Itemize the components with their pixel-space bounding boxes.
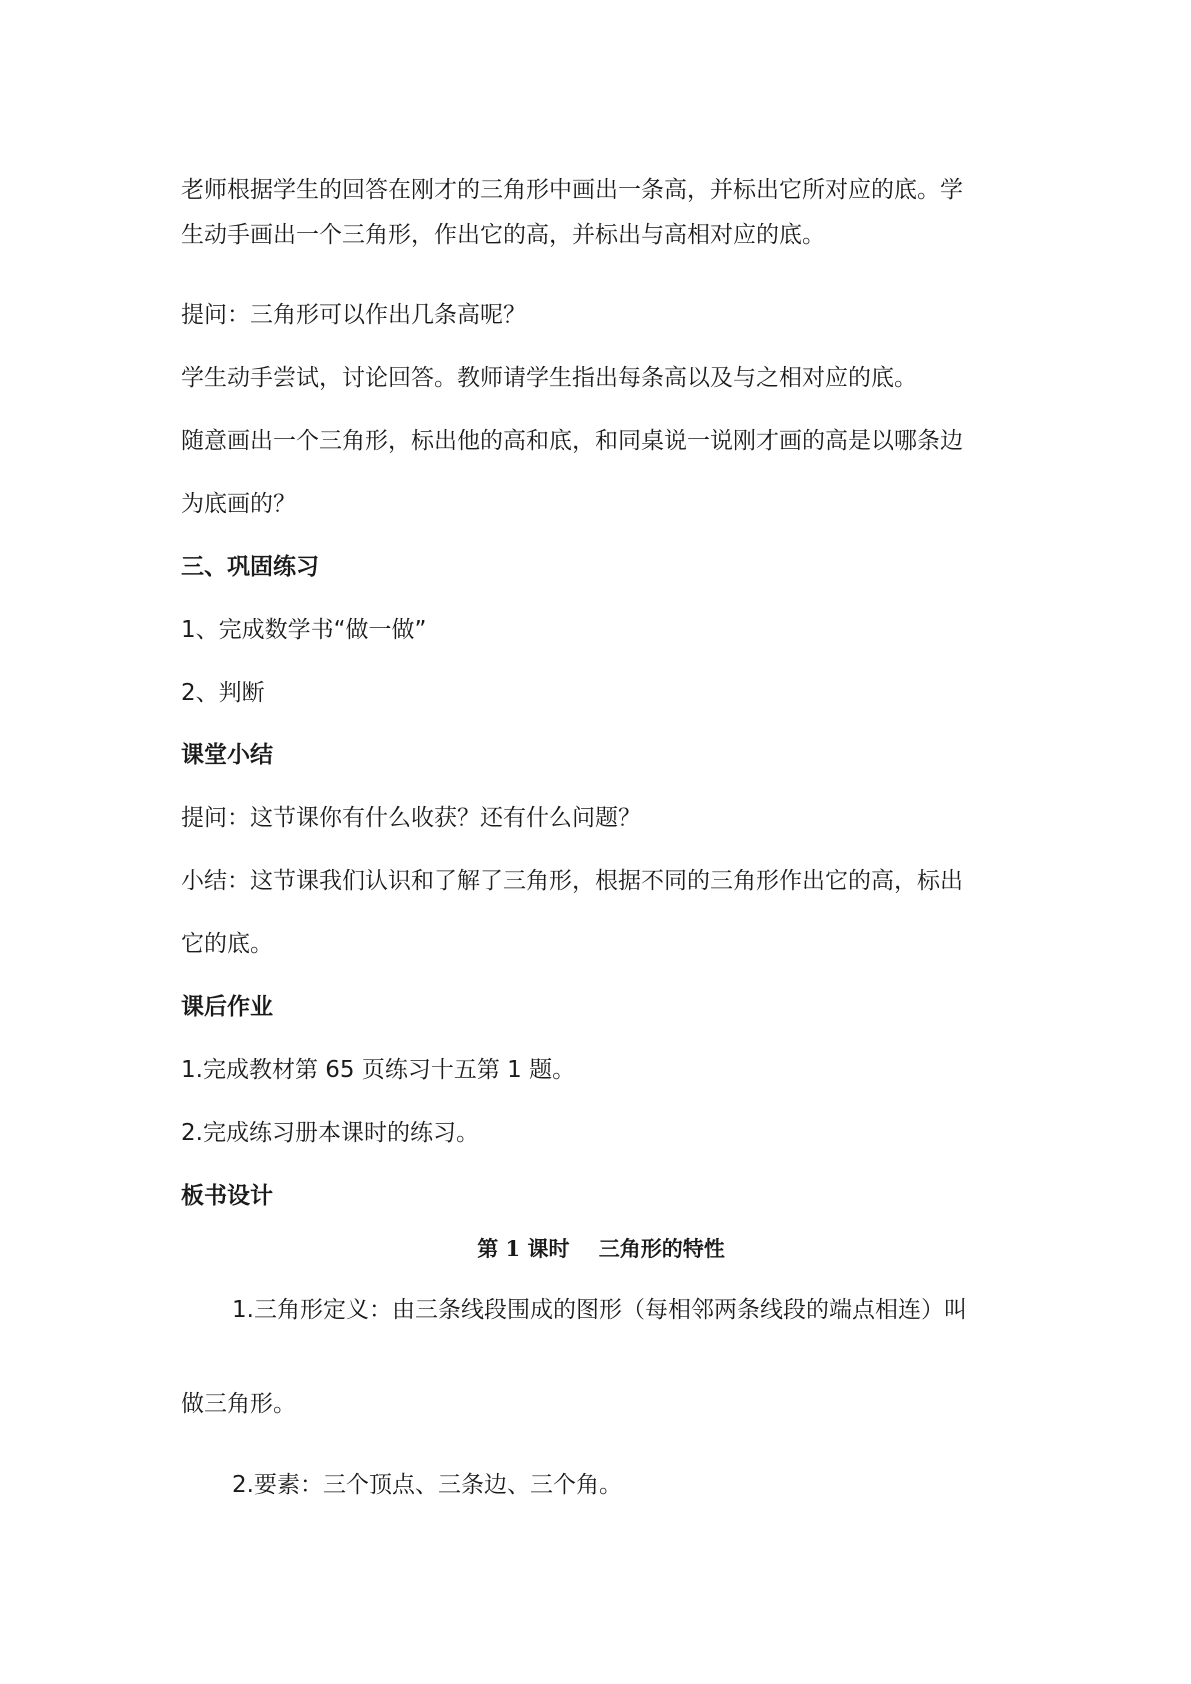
paragraph-line: 提问：三角形可以作出几条高呢？ [181, 302, 526, 328]
paragraph-line: 学生动手尝试，讨论回答。教师请学生指出每条高以及与之相对应的底。 [181, 365, 917, 391]
paragraph-line: 小结：这节课我们认识和了解了三角形，根据不同的三角形作出它的高，标出 [181, 868, 963, 894]
list-item: 2、判断 [181, 680, 265, 706]
paragraph-line: 随意画出一个三角形，标出他的高和底，和同桌说一说刚才画的高是以哪条边 [181, 428, 963, 454]
list-item: 1.完成教材第 65 页练习十五第 1 题。 [181, 1057, 576, 1083]
paragraph-line: 1.三角形定义：由三条线段围成的图形（每相邻两条线段的端点相连）叫 [232, 1297, 967, 1323]
paragraph-line: 做三角形。 [181, 1391, 296, 1417]
list-item: 1、完成数学书“做一做” [181, 617, 427, 643]
paragraph-line: 它的底。 [181, 931, 273, 957]
section-heading-homework: 课后作业 [181, 994, 273, 1020]
paragraph-line: 生动手画出一个三角形，作出它的高，并标出与高相对应的底。 [181, 222, 825, 248]
paragraph-line: 2.要素：三个顶点、三条边、三个角。 [232, 1472, 622, 1498]
section-heading-practice: 三、巩固练习 [181, 554, 319, 580]
list-item: 2.完成练习册本课时的练习。 [181, 1120, 479, 1146]
section-heading-summary: 课堂小结 [181, 742, 273, 768]
board-title: 第 1 课时 三角形的特性 [477, 1236, 725, 1261]
paragraph-line: 为底画的？ [181, 491, 296, 517]
section-heading-board: 板书设计 [181, 1183, 273, 1209]
paragraph-line: 老师根据学生的回答在刚才的三角形中画出一条高，并标出它所对应的底。学 [181, 177, 963, 203]
paragraph-line: 提问：这节课你有什么收获？还有什么问题？ [181, 805, 641, 831]
